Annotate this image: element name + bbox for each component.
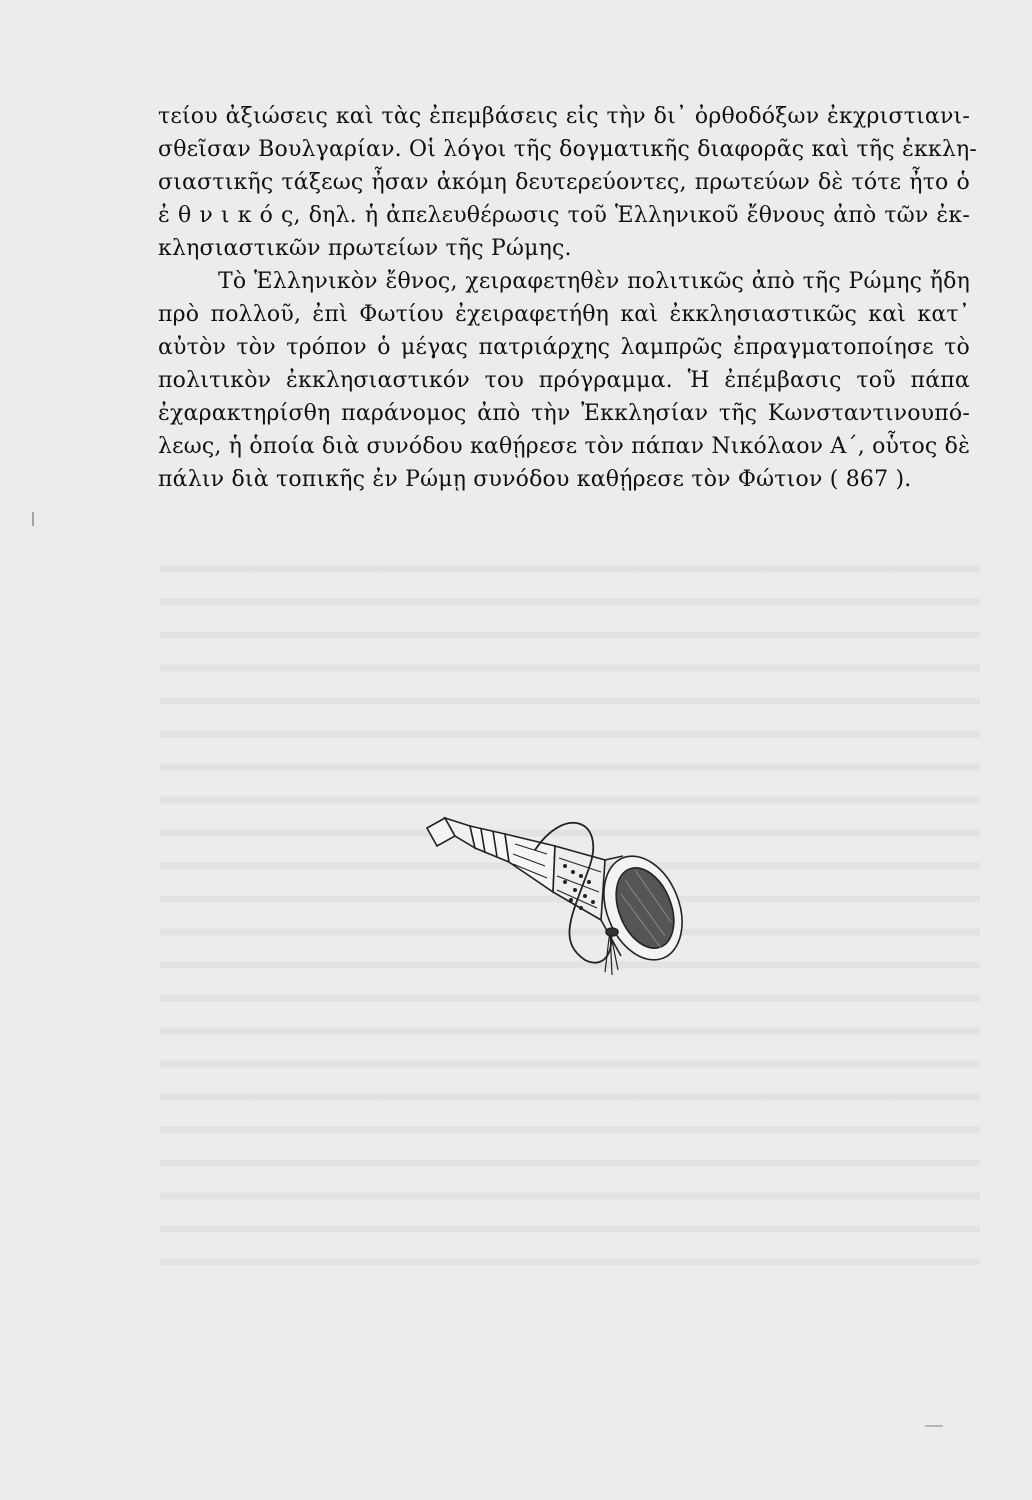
- horn-illustration-icon: [415, 810, 705, 985]
- text-line: πάλιν διὰ τοπικῆς ἐν Ρώμῃ συνόδου καθῄρεσε τὸν Φώτιον ( 867 ).: [158, 467, 912, 492]
- text-line: πρὸ πολλοῦ, ἐπὶ Φωτίου ἐχειραφετήθη καὶ ἐκκλησιαστικῶς καὶ κατ᾿: [158, 302, 970, 327]
- body-text: [158, 100, 978, 496]
- text-line: σιαστικῆς τάξεως ἦσαν ἀκόμη δευτερεύοντες, πρωτεύων δὲ τότε ἦτο ὁ: [158, 170, 970, 195]
- text-line: πολιτικὸν ἐκκλησιαστικόν του πρόγραμμα. Ἡ ἐπέμβασις τοῦ πάπα: [158, 368, 970, 393]
- text-line: λεως, ἡ ὁποία διὰ συνόδου καθῄρεσε τὸν πάπαν Νικόλαον Α΄, οὗτος δὲ: [158, 434, 971, 459]
- margin-mark: [925, 1425, 943, 1427]
- text-line: ἐχαρακτηρίσθη παράνομος ἀπὸ τὴν Ἐκκλησίαν τῆς Κωνσταντινουπό-: [158, 401, 970, 426]
- text-line: κλησιαστικῶν πρωτείων τῆς Ρώμης.: [158, 236, 572, 261]
- text-line: ἐ θ ν ι κ ό ς, δηλ. ἡ ἀπελευθέρωσις τοῦ Ἑλληνικοῦ ἔθνους ἀπὸ τῶν ἐκ-: [158, 203, 970, 228]
- text-line: σθεῖσαν Βουλγαρίαν. Οἱ λόγοι τῆς δογματικῆς διαφορᾶς καὶ τῆς ἐκκλη-: [158, 137, 978, 162]
- text-line: τείου ἀξιώσεις καὶ τὰς ἐπεμβάσεις εἰς τὴν δι᾿ ὀρθοδόξων ἐκχριστιανι-: [158, 104, 970, 129]
- margin-mark: [32, 512, 34, 526]
- text-line: αὐτὸν τὸν τρόπον ὁ μέγας πατριάρχης λαμπρῶς ἐπραγματοποίησε τὸ: [158, 335, 970, 360]
- text-line: Τὸ Ἑλληνικὸν ἔθνος, χειραφετηθὲν πολιτικῶς ἀπὸ τῆς Ρώμης ἤδη: [218, 269, 970, 294]
